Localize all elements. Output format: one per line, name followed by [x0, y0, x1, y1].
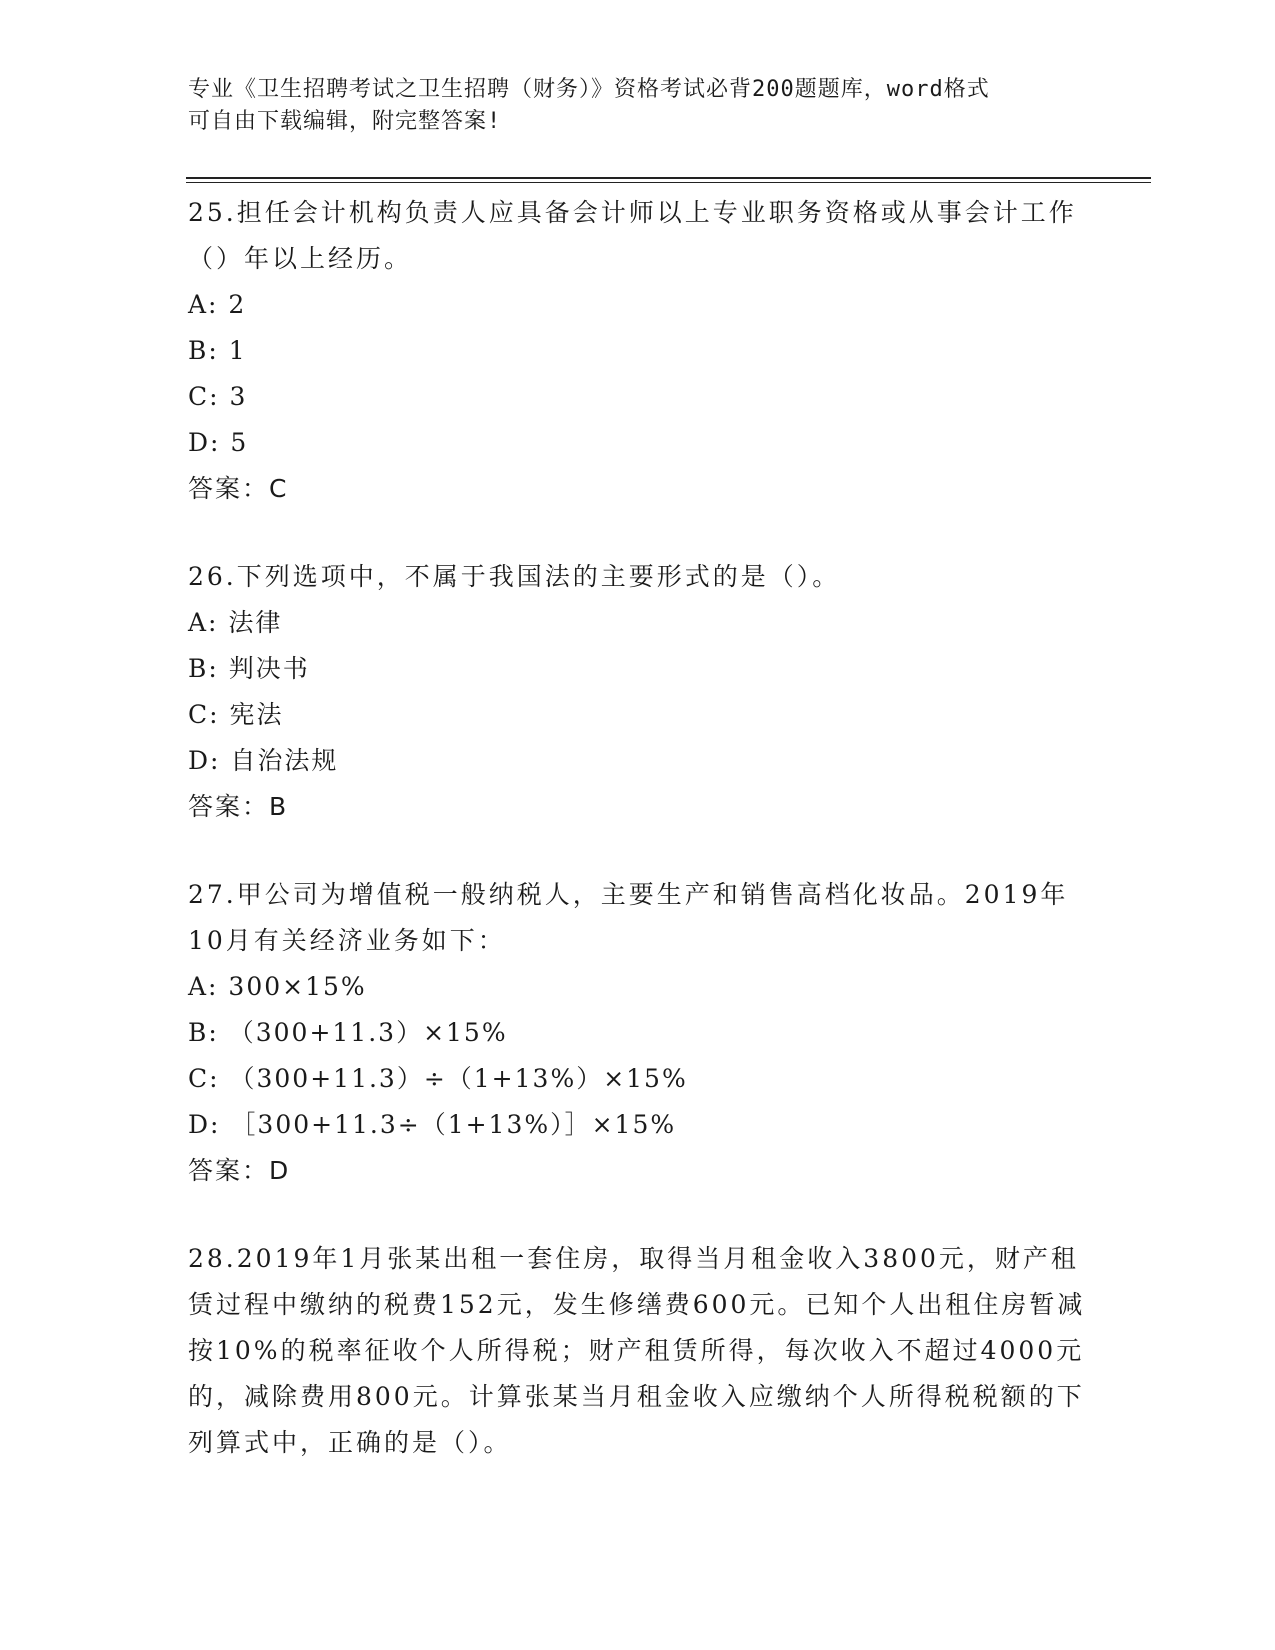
option-b: B: 1 — [188, 336, 247, 365]
header-line-1: 专业《卫生招聘考试之卫生招聘（财务）》资格考试必背200题题库，word格式 — [188, 77, 990, 102]
question-text: 26.下列选项中，不属于我国法的主要形式的是（）。 — [188, 562, 841, 591]
question-26 — [188, 554, 1088, 830]
option-c: C: 宪法 — [188, 700, 284, 729]
question-text: 28.2019年1月张某出租一套住房，取得当月租金收入3800元，财产租赁过程中缴纳的税费152元，发生修缮费600元。已知个人出租住房暂减按10%的税率征收个人所得税；财产租赁所得，每次收入不超过4000元的，减除费用800元。计算张某当月租金收入应缴纳个人所得税税额的下列算式中，正确的是（）。 — [188, 1244, 1086, 1457]
question-list — [188, 190, 1088, 1508]
question-text: 25.担任会计机构负责人应具备会计师以上专业职务资格或从事会计工作（）年以上经历。 — [188, 198, 1077, 273]
option-a: A: 2 — [188, 290, 247, 319]
option-c: C: （300+11.3）÷（1+13%）×15% — [188, 1064, 688, 1093]
option-a: A: 300×15% — [188, 972, 367, 1001]
option-d: D: 自治法规 — [188, 746, 339, 775]
header-line-2: 可自由下载编辑，附完整答案! — [188, 109, 502, 134]
question-28 — [188, 1236, 1088, 1466]
header-divider-thick — [186, 177, 1151, 179]
option-d: D: ［300+11.3÷（1+13%）］×15% — [188, 1110, 677, 1139]
question-text: 27.甲公司为增值税一般纳税人，主要生产和销售高档化妆品。2019年10月有关经济业务如下： — [188, 880, 1069, 955]
option-b: B: 判决书 — [188, 654, 310, 683]
option-b: B: （300+11.3）×15% — [188, 1018, 508, 1047]
answer: 答案：D — [188, 1156, 291, 1185]
question-25 — [188, 190, 1088, 512]
option-d: D: 5 — [188, 428, 249, 457]
option-a: A: 法律 — [188, 608, 283, 637]
question-27 — [188, 872, 1088, 1194]
answer: 答案：B — [188, 792, 289, 821]
header-divider-thin — [186, 182, 1151, 183]
document-header — [188, 74, 1088, 138]
option-c: C: 3 — [188, 382, 248, 411]
answer: 答案：C — [188, 474, 289, 503]
